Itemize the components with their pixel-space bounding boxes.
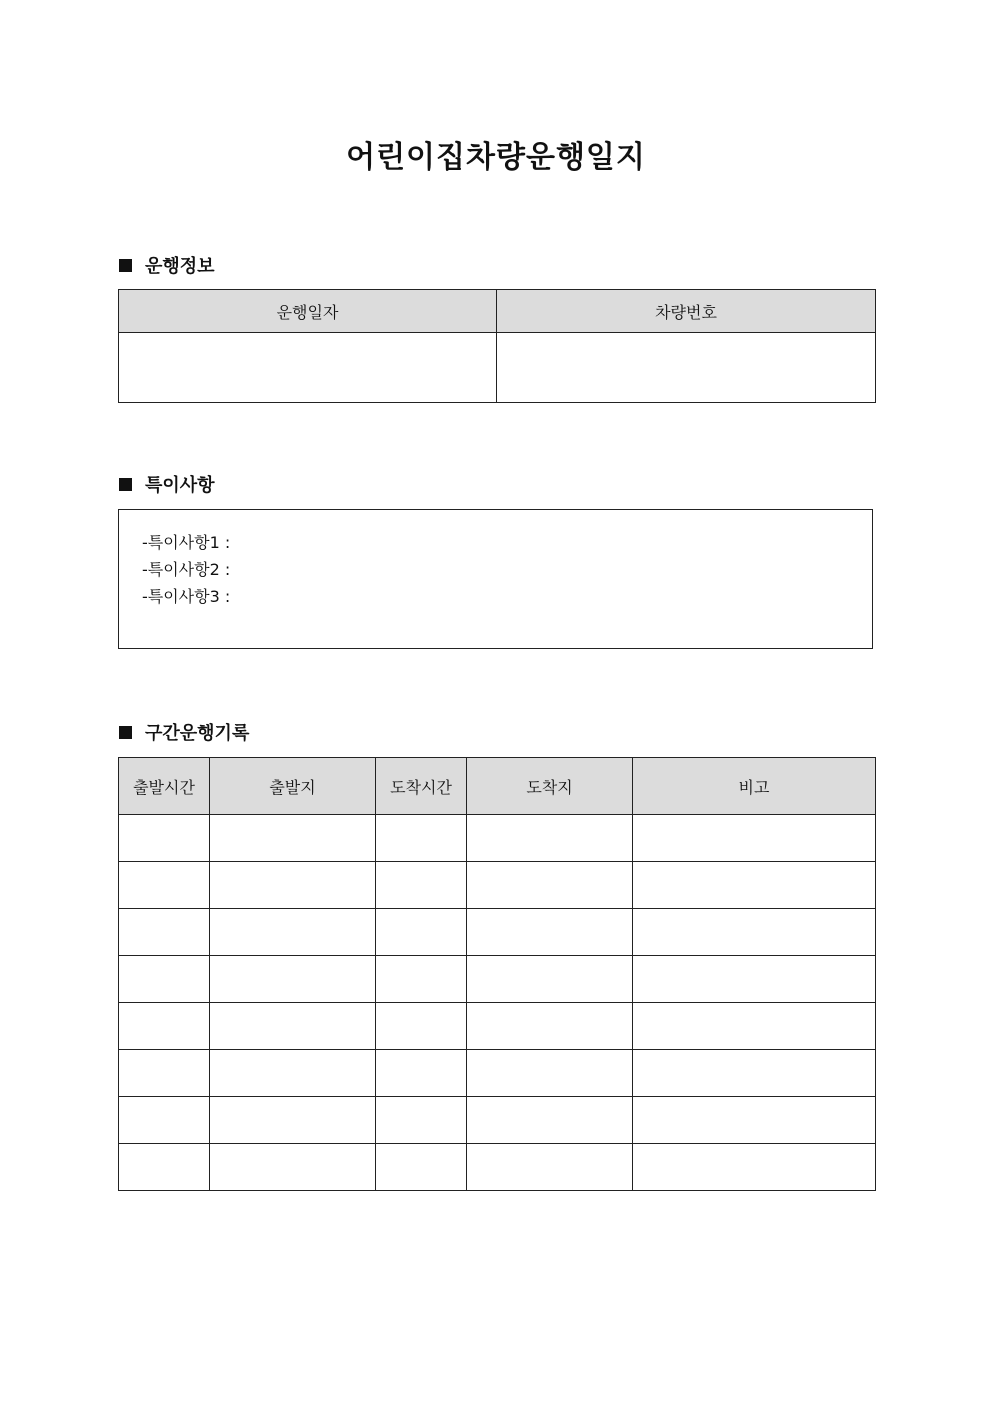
log-cell-notes[interactable]	[633, 1144, 876, 1191]
log-cell-arrival-place[interactable]	[467, 1097, 633, 1144]
log-header-departure-time: 출발시간	[119, 758, 210, 815]
log-cell-arrival-place[interactable]	[467, 956, 633, 1003]
log-cell-arrival-time[interactable]	[376, 1003, 467, 1050]
table-row	[119, 1097, 876, 1144]
log-cell-departure-place[interactable]	[210, 956, 376, 1003]
log-cell-arrival-time[interactable]	[376, 815, 467, 862]
log-cell-arrival-place[interactable]	[467, 862, 633, 909]
log-cell-departure-time[interactable]	[119, 909, 210, 956]
black-square-icon	[119, 259, 132, 272]
log-header-arrival-place: 도착지	[467, 758, 633, 815]
remarks-box[interactable]	[118, 509, 873, 649]
page-title: 어린이집차량운행일지	[346, 140, 646, 175]
table-row	[119, 1144, 876, 1191]
info-cell-date[interactable]	[119, 333, 497, 403]
remark-line-2: -특이사항2 :	[142, 560, 231, 579]
log-cell-departure-place[interactable]	[210, 909, 376, 956]
log-cell-notes[interactable]	[633, 1003, 876, 1050]
log-cell-notes[interactable]	[633, 909, 876, 956]
log-cell-departure-time[interactable]	[119, 862, 210, 909]
info-header-vehicle-number: 차량번호	[497, 290, 876, 333]
table-row	[119, 1003, 876, 1050]
section-heading-remarks	[119, 472, 215, 496]
log-cell-arrival-time[interactable]	[376, 956, 467, 1003]
info-header-date: 운행일자	[119, 290, 497, 333]
info-table	[118, 289, 876, 403]
log-cell-arrival-place[interactable]	[467, 909, 633, 956]
log-cell-arrival-place[interactable]	[467, 1144, 633, 1191]
section-heading-info-label: 운행정보	[145, 256, 215, 277]
log-cell-departure-time[interactable]	[119, 1050, 210, 1097]
log-header-arrival-time: 도착시간	[376, 758, 467, 815]
log-cell-arrival-time[interactable]	[376, 862, 467, 909]
log-cell-departure-time[interactable]	[119, 1097, 210, 1144]
log-cell-notes[interactable]	[633, 956, 876, 1003]
section-heading-remarks-label: 특이사항	[145, 475, 215, 496]
log-cell-arrival-place[interactable]	[467, 1050, 633, 1097]
section-heading-info	[119, 253, 215, 277]
log-cell-departure-place[interactable]	[210, 815, 376, 862]
table-row	[119, 862, 876, 909]
black-square-icon	[119, 478, 132, 491]
table-row	[119, 909, 876, 956]
log-cell-arrival-time[interactable]	[376, 1097, 467, 1144]
section-heading-log	[119, 720, 249, 744]
log-cell-arrival-time[interactable]	[376, 909, 467, 956]
log-cell-departure-time[interactable]	[119, 815, 210, 862]
log-table-body	[119, 815, 876, 1191]
log-cell-departure-time[interactable]	[119, 1003, 210, 1050]
table-row	[119, 1050, 876, 1097]
log-cell-departure-place[interactable]	[210, 1097, 376, 1144]
remark-line-3: -특이사항3 :	[142, 587, 231, 606]
black-square-icon	[119, 726, 132, 739]
info-cell-vehicle-number[interactable]	[497, 333, 876, 403]
log-cell-arrival-time[interactable]	[376, 1144, 467, 1191]
remark-line-1: -특이사항1 :	[142, 533, 231, 552]
log-header-departure-place: 출발지	[210, 758, 376, 815]
log-cell-departure-time[interactable]	[119, 956, 210, 1003]
log-cell-notes[interactable]	[633, 815, 876, 862]
log-cell-departure-time[interactable]	[119, 1144, 210, 1191]
section-heading-log-label: 구간운행기록	[145, 723, 250, 744]
log-cell-arrival-place[interactable]	[467, 1003, 633, 1050]
log-cell-notes[interactable]	[633, 1097, 876, 1144]
table-row	[119, 956, 876, 1003]
log-cell-departure-place[interactable]	[210, 1144, 376, 1191]
log-cell-arrival-place[interactable]	[467, 815, 633, 862]
log-cell-notes[interactable]	[633, 1050, 876, 1097]
log-cell-departure-place[interactable]	[210, 1050, 376, 1097]
table-row	[119, 815, 876, 862]
log-header-notes: 비고	[633, 758, 876, 815]
log-cell-notes[interactable]	[633, 862, 876, 909]
log-table	[118, 757, 876, 1191]
log-cell-departure-place[interactable]	[210, 862, 376, 909]
log-cell-departure-place[interactable]	[210, 1003, 376, 1050]
log-cell-arrival-time[interactable]	[376, 1050, 467, 1097]
